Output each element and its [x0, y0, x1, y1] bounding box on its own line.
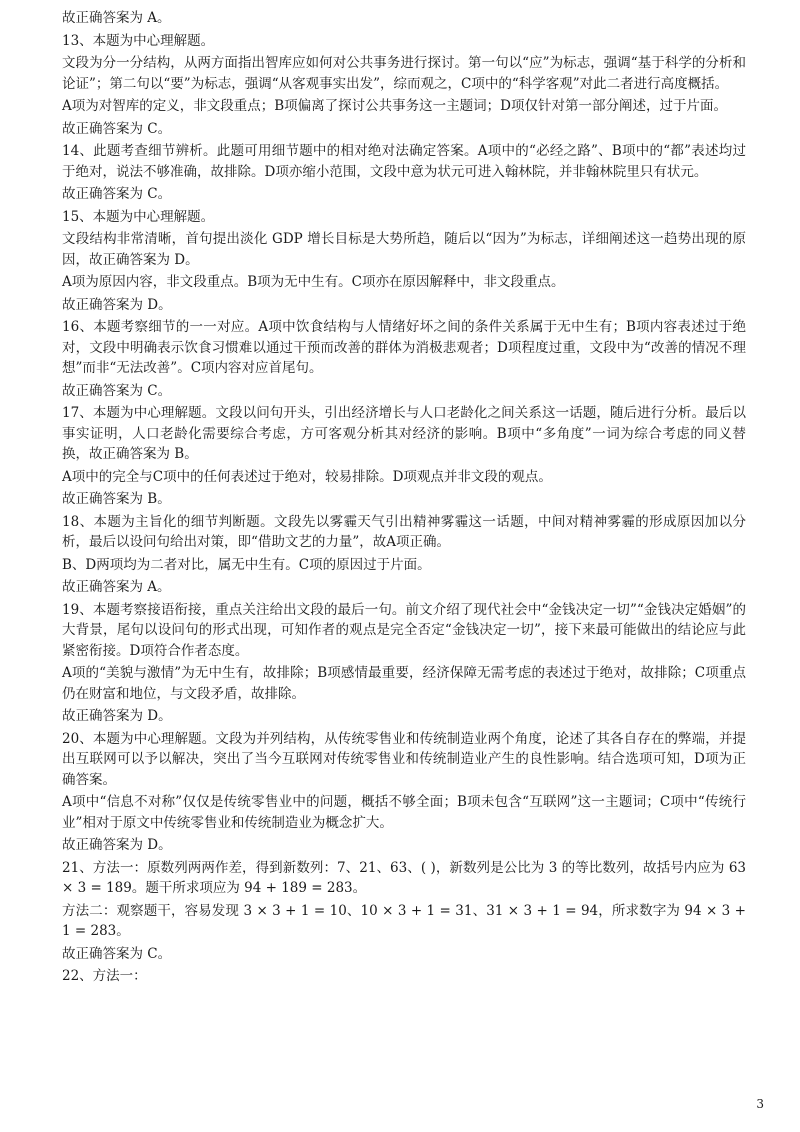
paragraph: 方法二：观察题干，容易发现 3 × 3 + 1 = 10、10 × 3 + 1 = 31、31 × 3 + 1 = 94，所求数字为 94 × 3 + 1 = 283。	[62, 902, 746, 939]
question-heading: 17、本题为中心理解题。文段以问句开头，引出经济增长与人口老龄化之间关系这一话题，随后进行分析。最后以事实证明，人口老龄化需要综合考虑，方可客观分析其对经济的影响。B项中“多角度”一词为综合考虑的同义替换，故正确答案为 B。	[62, 405, 746, 462]
answer-line: 故正确答案为 C。	[62, 945, 172, 962]
paragraph: B、D两项均为二者对比，属无中生有。C项的原因过于片面。	[62, 556, 431, 573]
answer-line: 故正确答案为 A。	[62, 579, 171, 595]
paragraph: 文段为分一分结构，从两方面指出智库应如何对公共事务进行探讨。第一句以“应”为标志，强调“基于科学的分析和论证”；第二句以“要”为标志，强调“从客观事实出发”，综而观之，C项中的“科学客观”对此二者进行高度概括。	[62, 55, 746, 92]
answer-line: 故正确答案为 D。	[62, 837, 172, 853]
question-heading: 13、本题为中心理解题。	[62, 32, 215, 49]
question-heading: 22、方法一：	[62, 968, 147, 984]
question-heading: 15、本题为中心理解题。	[62, 208, 215, 225]
paragraph: A项中的完全与C项中的任何表述过于绝对，较易排除。D项观点并非文段的观点。	[62, 468, 552, 485]
question-heading: 21、方法一：原数列两两作差，得到新数列：7、21、63、( )，新数列是公比为 3 的等比数列，故括号内应为 63 × 3 = 189。题干所求项应为 94 + 189 = 283。	[62, 859, 746, 896]
paragraph: A项的“美貌与激情”为无中生有，故排除；B项感情最重要，经济保障无需考虑的表述过于绝对，故排除；C项重点仍在财富和地位，与文段矛盾，故排除。	[62, 665, 746, 702]
page-number: 3	[756, 1097, 764, 1111]
answer-line: 故正确答案为 D。	[62, 708, 172, 724]
question-heading: 18、本题为主旨化的细节判断题。文段先以雾霾天气引出精神雾霾这一话题，中间对精神雾霾的形成原因加以分析，最后以设问句给出对策，即“借助文艺的力量”，故A项正确。	[62, 513, 746, 550]
paragraph: A项中“信息不对称”仅仅是传统零售业中的问题，概括不够全面；B项未包含“互联网”这一主题词；C项中“传统行业”相对于原文中传统零售业和传统制造业为概念扩大。	[62, 794, 746, 831]
paragraph: 文段结构非常清晰，首句提出淡化 GDP 增长目标是大势所趋，随后以“因为”为标志，详细阐述这一趋势出现的原因，故正确答案为 D。	[62, 231, 746, 268]
question-heading: 14、此题考查细节辨析。此题可用细节题中的相对绝对法确定答案。A项中的“必经之路”、B项中的“都”表述均过于绝对，说法不够准确，故排除。D项亦缩小范围，文段中意为状元可进入翰林院，并非翰林院里只有状元。	[62, 143, 746, 180]
answer-line: 故正确答案为 C。	[62, 186, 172, 202]
paragraph: 故正确答案为 A。	[62, 10, 171, 26]
paragraph: A项为原因内容，非文段重点。B项为无中生有。C项亦在原因解释中，非文段重点。	[62, 274, 565, 290]
paragraph: A项为对智库的定义，非文段重点；B项偏离了探讨公共事务这一主题词；D项仅针对第一部分阐述，过于片面。	[62, 98, 727, 114]
document-page	[62, 8, 746, 989]
answer-line: 故正确答案为 B。	[62, 491, 171, 507]
answer-line: 故正确答案为 C。	[62, 382, 172, 399]
question-heading: 20、本题为中心理解题。文段为并列结构，从传统零售业和传统制造业两个角度，论述了其各自存在的弊端，并提出互联网可以予以解决，突出了当今互联网对传统零售业和传统制造业产生的良性影响。结合选项可知，D项为正确答案。	[62, 730, 746, 788]
question-heading: 16、本题考察细节的一一对应。A项中饮食结构与人情绪好坏之间的条件关系属于无中生有；B项内容表述过于绝对，文段中明确表示饮食习惯难以通过干预而改善的群体为消极悲观者；D项程度过重，文段中为“改善的情况不理想”而非“无法改善”。C项内容对应首尾句。	[62, 319, 746, 376]
answer-line: 故正确答案为 C。	[62, 120, 172, 137]
answer-line: 故正确答案为 D。	[62, 296, 172, 313]
question-heading: 19、本题考察接语衔接，重点关注给出文段的最后一句。前文介绍了现代社会中“金钱决定一切”“金钱决定婚姻”的大背景，尾句以设问句的形式出现，可知作者的观点是完全否定“金钱决定一切”，接下来最可能做出的结论应与此紧密衔接。D项符合作者态度。	[62, 601, 746, 659]
